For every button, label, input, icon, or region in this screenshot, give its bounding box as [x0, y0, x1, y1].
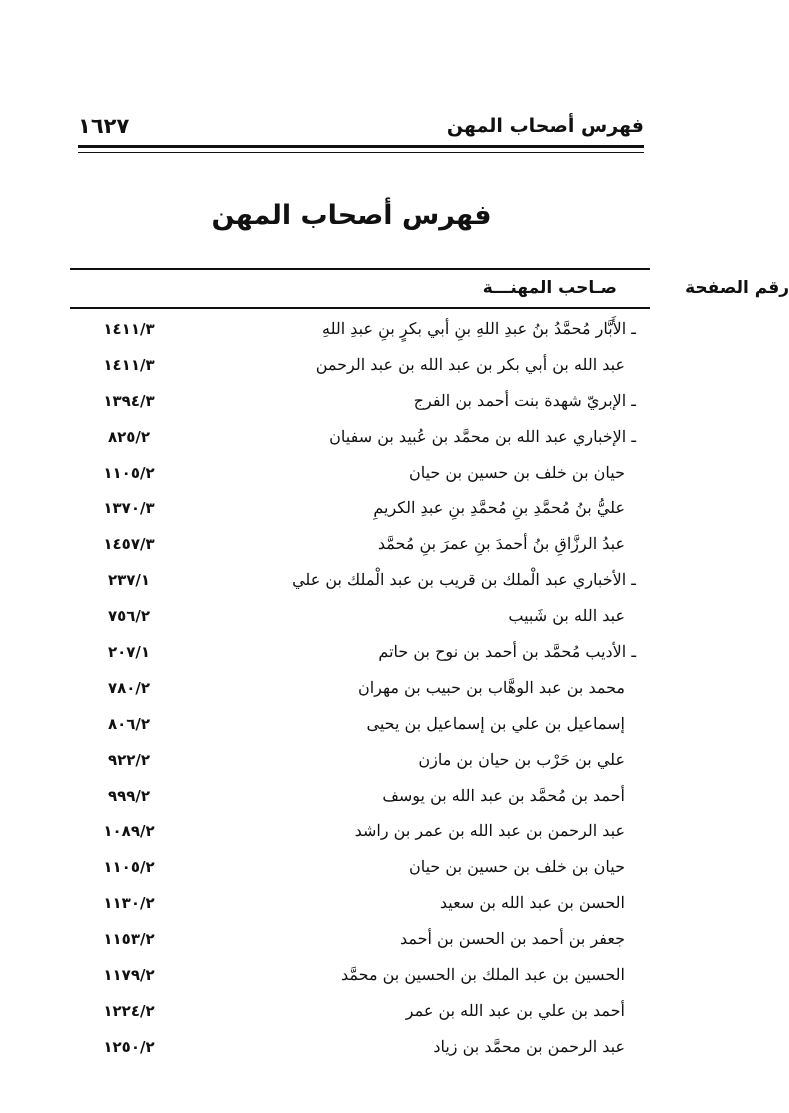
entry-name: عبدُ الرزَّاقِ بنُ أحمدَ بنِ عمرَ بنِ مُحمَّد: [377, 534, 625, 554]
table-row: [70, 958, 650, 994]
entry-page-ref: ١٤١١/٣: [103, 355, 155, 374]
entry-page-ref: ٢٣٧/١: [107, 571, 151, 590]
entry-name: عبد الله بن شَبيب: [508, 606, 625, 626]
entry-page-ref: ١٤٥٧/٣: [103, 535, 155, 554]
entry-name: ـ الأديب مُحمَّد بن أحمد بن نوح بن حاتم: [378, 642, 636, 662]
entry-name: حيان بن خلف بن حسين بن حيان: [408, 857, 625, 877]
table-row: [70, 671, 650, 707]
running-title: فهرس أصحاب المهن: [446, 115, 644, 137]
entry-name: علي بن حَرْب بن حيان بن مازن: [418, 749, 625, 769]
entry-page-ref: ١١٠٥/٢: [103, 858, 155, 877]
table-row: [70, 994, 650, 1030]
entry-name: ـ الأَبَّار مُحمَّدُ بنُ عبدِ اللهِ بنِ أبي بكرٍ بنِ عبدِ اللهِ: [322, 319, 636, 338]
table-row: [70, 563, 650, 599]
entry-page-ref: ٨٢٥/٢: [107, 427, 151, 446]
entry-page-ref: ١٤١١/٣: [103, 320, 155, 338]
entry-name: ـ الإبريّ شهدة بنت أحمد بن الفرج: [413, 390, 636, 410]
header-rule-thin: [78, 152, 644, 153]
entry-page-ref: ١٠٨٩/٢: [103, 822, 155, 841]
table-top-rule: [70, 268, 650, 270]
table-row: [70, 456, 650, 492]
entry-name: أحمد بن مُحمَّد بن عبد الله بن يوسف: [382, 785, 625, 805]
table-row: [70, 635, 650, 671]
entry-page-ref: ١٣٧٠/٣: [103, 499, 155, 518]
entry-page-ref: ٨٠٦/٢: [107, 714, 151, 733]
table-row: [70, 599, 650, 635]
table-row: [70, 814, 650, 850]
entry-name: حيان بن خلف بن حسين بن حيان: [408, 462, 625, 482]
entry-page-ref: ٧٨٠/٢: [107, 678, 151, 697]
entry-page-ref: ١٢٢٤/٢: [103, 1001, 155, 1020]
table-row: [70, 886, 650, 922]
table-row: [70, 312, 650, 348]
entry-page-ref: ٧٥٦/٢: [107, 607, 151, 626]
entry-name: جعفر بن أحمد بن الحسن بن أحمد: [399, 929, 625, 949]
entry-name: عبد الرحمن بن عبد الله بن عمر بن راشد: [354, 821, 625, 841]
entry-page-ref: ١٣٩٤/٣: [103, 391, 155, 410]
page-title: فهرس أصحاب المهن: [211, 200, 492, 231]
entry-name: عبد الله بن أبي بكر بن عبد الله بن عبد الرحمن: [315, 354, 625, 374]
entry-page-ref: ١١٣٠/٢: [103, 894, 155, 913]
entry-name: ـ الإخباري عبد الله بن محمَّد بن عُبيد بن سفيان: [329, 426, 636, 446]
table-row: [70, 420, 650, 456]
table-row: [70, 743, 650, 779]
table-row: [70, 779, 650, 815]
entry-page-ref: ٢٠٧/١: [107, 643, 151, 662]
header-rule-thick: [78, 145, 644, 148]
entry-page-ref: ١٢٥٠/٢: [103, 1037, 155, 1056]
table-row: [70, 922, 650, 958]
entry-name: عليُّ بنُ مُحمَّدِ بنِ مُحمَّدِ بنِ عبدِ الكريمِ: [373, 498, 625, 518]
entry-page-ref: ١١٠٥/٢: [103, 463, 155, 482]
entry-name: عبد الرحمن بن محمَّد بن زياد: [433, 1036, 625, 1056]
table-row: [70, 491, 650, 527]
index-table-body: [70, 312, 650, 1066]
page-number: ١٦٢٧: [78, 114, 130, 138]
table-header-rule: [70, 307, 650, 309]
table-row: [70, 384, 650, 420]
column-header-page: رقم الصفحة: [685, 278, 789, 298]
entry-name: الحسين بن عبد الملك بن الحسين بن محمَّد: [340, 965, 625, 985]
table-row: [70, 527, 650, 563]
entry-name: أحمد بن علي بن عبد الله بن عمر: [405, 1000, 625, 1020]
table-row: [70, 850, 650, 886]
table-row: [70, 1030, 650, 1066]
entry-page-ref: ٩٩٩/٢: [107, 786, 151, 805]
entry-page-ref: ١١٥٣/٢: [103, 930, 155, 949]
table-row: [70, 348, 650, 384]
column-header-name: صـاحب المهنـــة: [482, 278, 617, 298]
entry-name: ـ الأخباري عبد الْملك بن قريب بن عبد الْملك بن علي: [292, 570, 636, 590]
entry-name: الحسن بن عبد الله بن سعيد: [439, 893, 625, 913]
entry-page-ref: ١١٧٩/٢: [103, 966, 155, 985]
table-row: [70, 707, 650, 743]
entry-name: إسماعيل بن علي بن إسماعيل بن يحيى: [366, 713, 625, 733]
entry-name: محمد بن عبد الوهَّاب بن حبيب بن مهران: [357, 677, 625, 697]
running-header: [78, 112, 644, 142]
entry-page-ref: ٩٢٢/٢: [107, 750, 151, 769]
